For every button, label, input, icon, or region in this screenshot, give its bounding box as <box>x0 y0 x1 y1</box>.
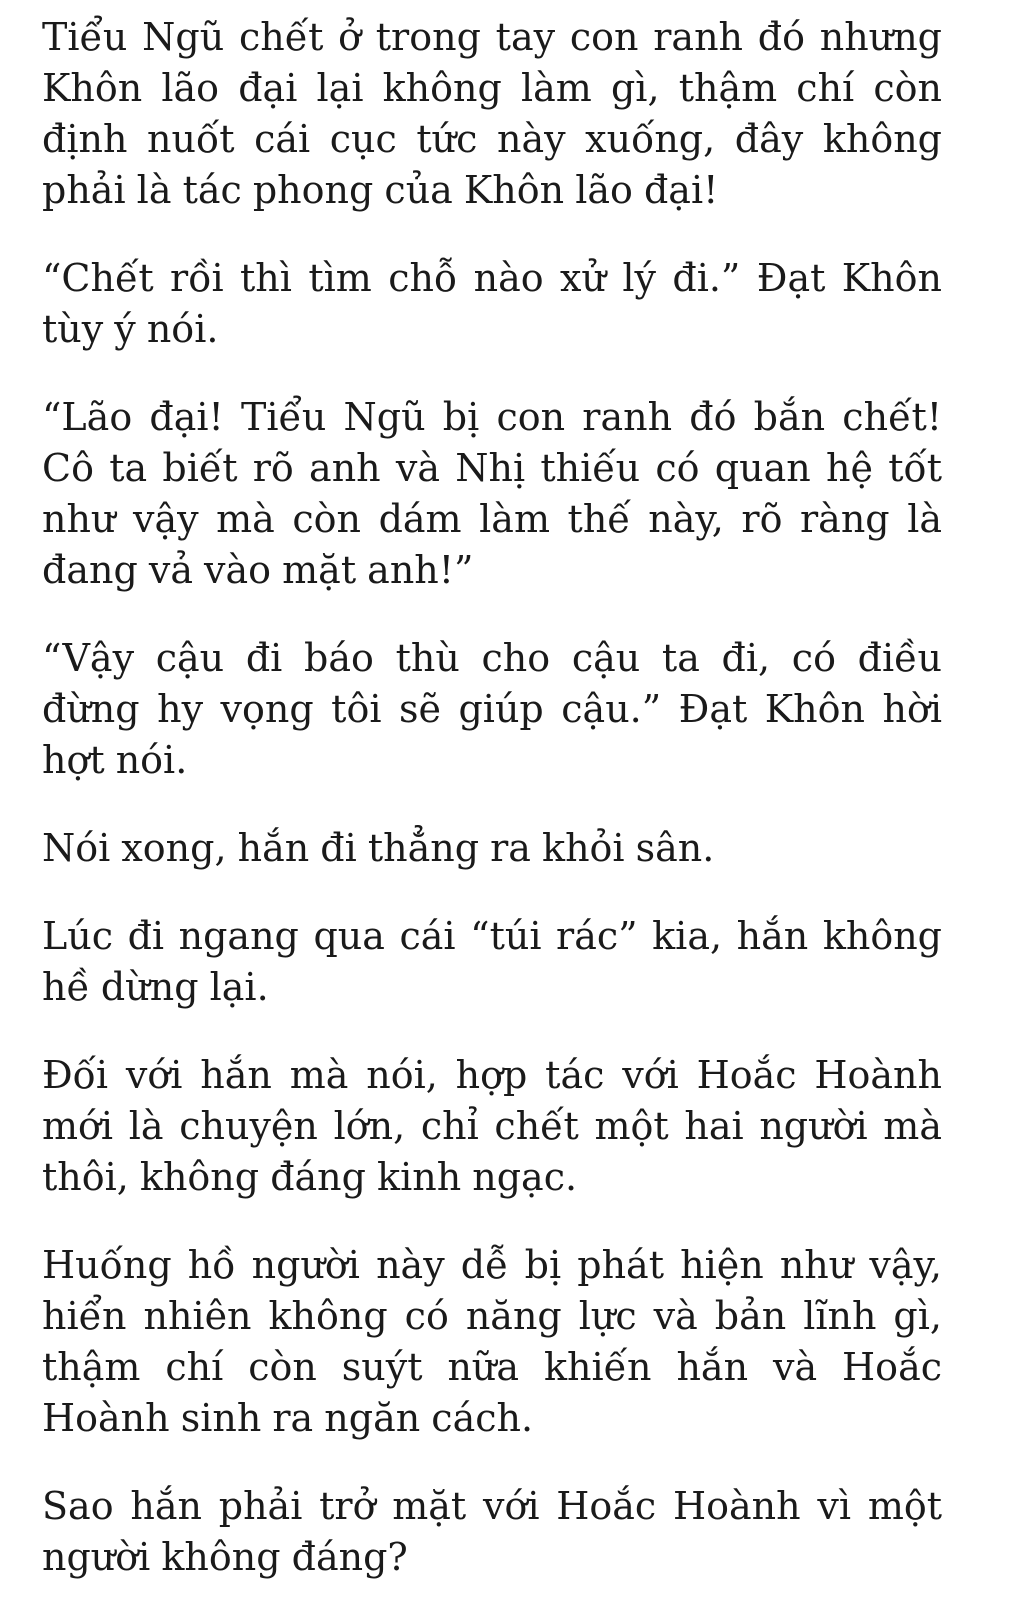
paragraph-4: “Vậy cậu đi báo thù cho cậu ta đi, có điều đừng hy vọng tôi sẽ giúp cậu.” Đạt Khôn hời hợt nói. <box>42 636 942 782</box>
paragraph-6: Lúc đi ngang qua cái “túi rác” kia, hắn không hề dừng lại. <box>42 914 942 1009</box>
paragraph-5: Nói xong, hắn đi thẳng ra khỏi sân. <box>42 826 715 870</box>
paragraph-9: Sao hắn phải trở mặt với Hoắc Hoành vì một người không đáng? <box>42 1484 942 1579</box>
paragraph-3: “Lão đại! Tiểu Ngũ bị con ranh đó bắn chết! Cô ta biết rõ anh và Nhị thiếu có quan hệ tốt như vậy mà còn dám làm thế này, rõ ràng là đang vả vào mặt anh!” <box>42 395 942 592</box>
paragraph-2: “Chết rồi thì tìm chỗ nào xử lý đi.” Đạt Khôn tùy ý nói. <box>42 256 942 351</box>
paragraph-8: Huống hồ người này dễ bị phát hiện như vậy, hiển nhiên không có năng lực và bản lĩnh gì, thậm chí còn suýt nữa khiến hắn và Hoắc Hoành sinh ra ngăn cách. <box>42 1243 942 1440</box>
paragraph-7: Đối với hắn mà nói, hợp tác với Hoắc Hoành mới là chuyện lớn, chỉ chết một hai người mà thôi, không đáng kinh ngạc. <box>42 1053 942 1199</box>
paragraph-1: Tiểu Ngũ chết ở trong tay con ranh đó nhưng Khôn lão đại lại không làm gì, thậm chí còn định nuốt cái cục tức này xuống, đây không phải là tác phong của Khôn lão đại! <box>42 15 942 212</box>
